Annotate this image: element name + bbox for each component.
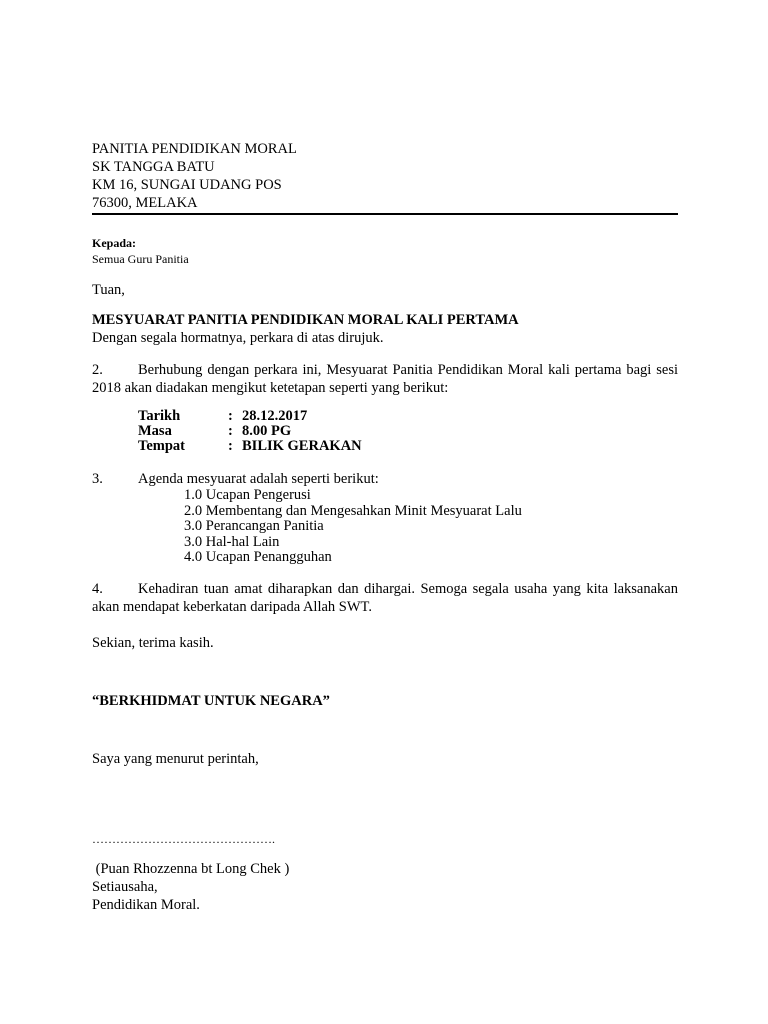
salutation: Tuan, [92,282,125,298]
detail-label: Tempat [138,438,185,454]
intro-text: Dengan segala hormatnya, perkara di atas dirujuk. [92,330,384,346]
meeting-details [138,409,678,454]
recipient-name: Semua Guru Panitia [92,252,189,266]
list-item: 2.0 Membentang dan Mengesahkan Minit Mesyuarat Lalu [184,502,522,519]
signature-line: ………………………………………. [92,831,275,846]
detail-value: 28.12.2017 [242,408,308,424]
sender-address [92,140,678,212]
signatory-unit: Pendidikan Moral. [92,896,200,913]
recipient-label: Kepada: [92,236,137,250]
paragraph-4-text: Kehadiran tuan amat diharapkan dan dihargai. Semoga segala usaha yang kita laksanakan akan mendapat keberkatan daripada Allah SWT. [92,580,678,615]
detail-sep: : [228,423,233,439]
detail-value: 8.00 PG [242,423,292,439]
paragraph-4 [92,580,678,616]
detail-label: Masa [138,423,172,439]
address-line-3: KM 16, SUNGAI UDANG POS [92,177,282,193]
detail-row-place [138,439,678,454]
subject-title: MESYUARAT PANITIA PENDIDIKAN MORAL KALI PERTAMA [92,312,519,328]
letter [92,140,678,914]
closing-text: Sekian, terima kasih. [92,634,214,651]
signatory-title: Setiausaha, [92,878,158,895]
detail-row-time [138,424,678,439]
detail-label: Tarikh [138,408,181,424]
paragraph-3 [92,470,678,488]
paragraph-4-number: 4. [92,580,103,597]
list-item: 3.0 Hal-hal Lain [184,533,280,550]
paragraph-2-number: 2. [92,362,103,378]
motto: “BERKHIDMAT UNTUK NEGARA” [92,692,330,709]
paragraph-2 [92,361,678,397]
address-line-1: PANITIA PENDIDIKAN MORAL [92,141,297,157]
detail-value: BILIK GERAKAN [242,438,362,454]
address-line-4: 76300, MELAKA [92,195,198,211]
list-item: 3.0 Perancangan Panitia [184,518,324,534]
detail-row-date [138,409,678,424]
paragraph-3-text: Agenda mesyuarat adalah seperti berikut: [138,471,379,487]
paragraph-2-text: Berhubung dengan perkara ini, Mesyuarat Panitia Pendidikan Moral kali pertama bagi sesi 2018 akan diadakan mengikut ketetapan seperti yang berikut: [92,362,678,396]
detail-sep: : [228,408,233,424]
list-item: 1.0 Ucapan Pengerusi [184,487,311,503]
detail-sep: : [228,438,233,454]
address-line-2: SK TANGGA BATU [92,159,215,175]
sign-off: Saya yang menurut perintah, [92,750,259,767]
paragraph-3-number: 3. [92,471,103,487]
signatory-name: (Puan Rhozzenna bt Long Chek ) [92,860,290,877]
list-item: 4.0 Ucapan Penangguhan [184,549,332,565]
agenda-list [184,488,678,566]
